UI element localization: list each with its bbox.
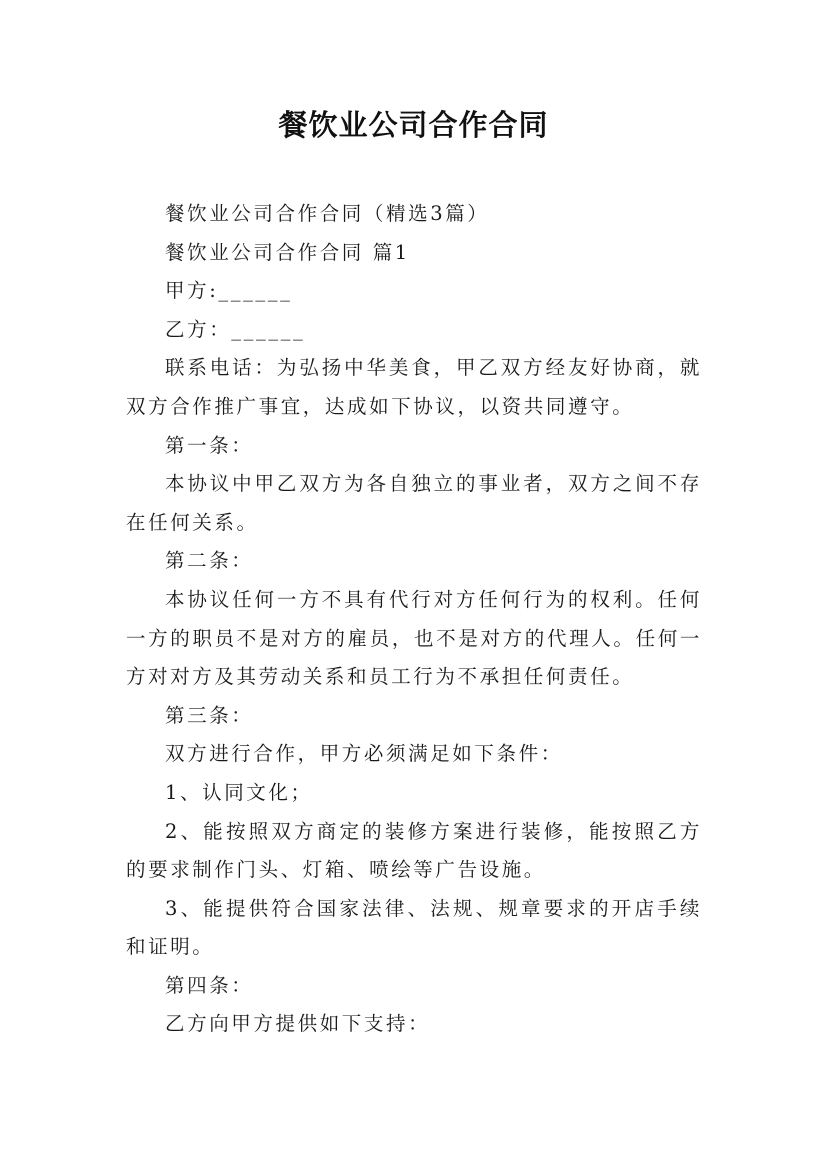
- paragraph-article-2-heading: 第二条：: [165, 549, 254, 573]
- paragraph-subtitle: 餐饮业公司合作合同（精选3篇）: [165, 202, 490, 225]
- paragraph-condition-3: 3、能提供符合国家法律、法规、规章要求的开店手续和证明。: [126, 896, 702, 959]
- paragraph-article-3-heading: 第三条：: [165, 703, 254, 727]
- paragraph-article-1: 本协议中甲乙双方为各自独立的事业者，双方之间不存在任何关系。: [126, 472, 702, 534]
- paragraph-article-4-heading: 第四条：: [165, 973, 254, 997]
- paragraph-party-a: 甲方:______: [165, 279, 293, 303]
- paragraph-condition-2: 2、能按照双方商定的装修方案进行装修，能按照乙方的要求制作门头、灯箱、喷绘等广告设施。: [126, 819, 702, 882]
- paragraph-contact: 联系电话：为弘扬中华美食，甲乙双方经友好协商，就双方合作推广事宜，达成如下协议，以资共同遵守。: [126, 356, 702, 418]
- paragraph-condition-1: 1、认同文化；: [165, 780, 313, 804]
- paragraph-article-1-heading: 第一条：: [165, 433, 254, 457]
- document-title: 餐饮业公司合作合同: [278, 108, 549, 142]
- paragraph-party-b: 乙方：______: [165, 317, 306, 341]
- document-body: [126, 195, 702, 1044]
- paragraph-article-4: 乙方向甲方提供如下支持：: [165, 1012, 431, 1036]
- paragraph-part-heading: 餐饮业公司合作合同 篇1: [165, 240, 410, 264]
- paragraph-article-3: 双方进行合作，甲方必须满足如下条件：: [165, 742, 563, 766]
- paragraph-article-2: 本协议任何一方不具有代行对方任何行为的权利。任何一方的职员不是对方的雇员，也不是对方的代理人。任何一方对对方及其劳动关系和员工行为不承担任何责任。: [126, 587, 702, 689]
